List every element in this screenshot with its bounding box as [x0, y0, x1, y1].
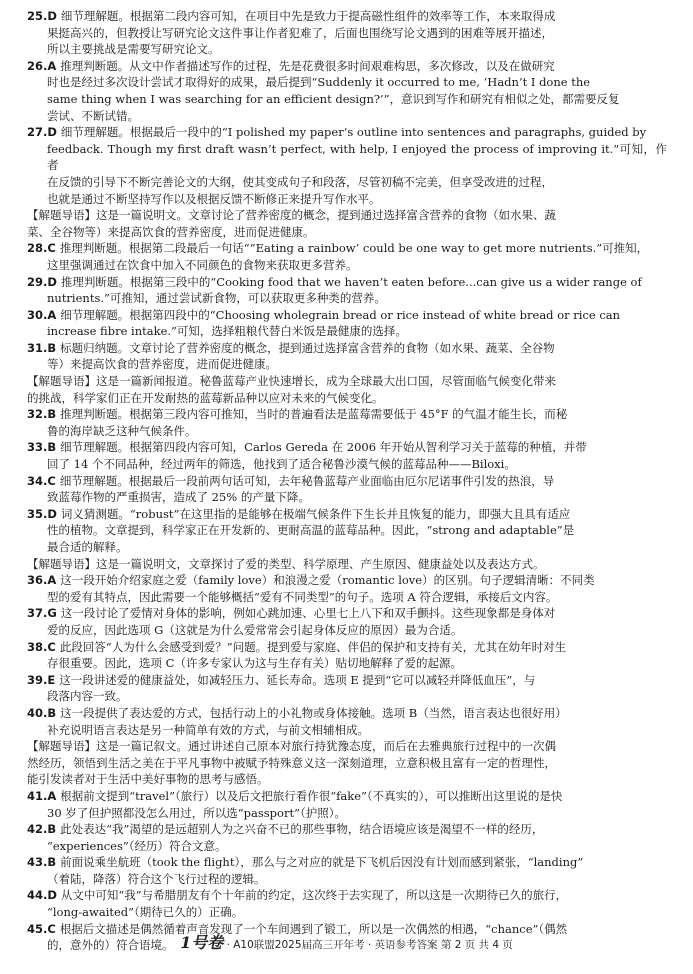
answer-explanation-line: 也就是通过不断坚持写作以及根据反馈不断修正来提升写作水平。	[47, 191, 381, 206]
answer-explanation-line: 所以主要挑战是需要写研究论文。	[47, 42, 220, 57]
answer-explanation-line: 段落内容一致。	[47, 689, 128, 704]
answer-explanation-line: 标题归纳题。文章讨论了营养密度的概念，提到通过选择富含营养的食物（如水果、蔬菜、全谷物	[60, 340, 555, 355]
passage-guide	[27, 556, 667, 573]
answer-item	[27, 406, 667, 439]
answer-explanation-line: 这一段开始介绍家庭之爱（family love）和浪漫之爱（romantic love）的区别。句子逻辑清晰：不同类	[60, 573, 595, 588]
answer-number: 30.A	[27, 307, 57, 322]
answer-explanation-line: 这一段讲述爱的健康益处，如减轻压力、延长寿命。选项 E 提到“它可以减轻并降低血压”，与	[59, 672, 536, 687]
answer-explanation-line: 根据前文提到“travel”（旅行）以及后文把旅行看作很“fake”（不真实的），可以推断出这里说的是快	[60, 788, 563, 803]
brand-logo: 1号卷	[180, 933, 224, 952]
answer-explanation-line: 存很重要。因此，选项 C（许多专家认为这与生存有关）贴切地解释了爱的起源。	[47, 656, 462, 671]
answer-number: 31.B	[27, 340, 57, 355]
answer-explanation-line: 细节理解题。根据最后一段前两句话可知，去年秘鲁蓝莓产业面临由厄尔尼诺事件引发的热浪，导	[59, 473, 555, 488]
answer-number: 25.D	[27, 9, 57, 23]
answer-item	[27, 506, 667, 556]
answer-explanation-line: 推理判断题。根据第三段中的“Cooking food that we haven’t eaten before...can give us a wider range of	[60, 274, 642, 289]
answer-explanation-line: “long-awaited”（期待已久的）正确。	[47, 905, 244, 920]
answer-number: 28.C	[27, 241, 56, 256]
answer-explanation-line: 30 岁了但护照都没怎么用过，所以选“passport”（护照）。	[47, 805, 346, 820]
answer-item	[27, 473, 667, 506]
answer-number: 36.A	[27, 573, 57, 588]
answer-number: 32.B	[27, 407, 57, 422]
answer-explanation-line: 此处表达“我”渴望的是远超别人为之兴奋不已的那些事物，结合语境应该是渴望不一样的经历，	[60, 822, 544, 837]
answer-item	[27, 58, 667, 124]
answer-explanation-line: 在反馈的引导下不断完善论文的大纲，使其变成句子和段落，尽管初稿不完美，但享受改进的过程，	[47, 174, 553, 189]
guide-line: 的挑战，科学家们正在开发耐热的蓝莓新品种以应对未来的气候变化。	[27, 390, 384, 405]
guide-line: 【解题导语】这是一篇说明文，文章探讨了爱的类型、科学原理、产生原因、健康益处以及表达方式。	[27, 556, 545, 571]
answer-explanation-line: 词义猜测题。“robust”在这里指的是能够在极端气候条件下生长并且恢复的能力，即强大且具有适应	[60, 506, 571, 521]
answer-explanation-line: 爱的反应，因此选项 G（这就是为什么爱常常会引起身体反应的原因）最为合适。	[47, 622, 463, 637]
answer-number: 37.G	[27, 606, 57, 621]
answer-explanation-line: 从文中可知“我”与希腊朋友有个十年前的约定，这次终于去实现了，所以这是一次期待已久的旅行，	[60, 888, 568, 903]
answer-explanation-line: 果挺高兴的，但教授让写研究论文这件事让作者犯难了，后面也围绕写论文遇到的困难等展开描述，	[47, 25, 553, 40]
answer-explanation-line: 细节理解题。根据第四段中的“Choosing wholegrain bread or rice instead of white bread or rice can	[60, 307, 621, 322]
answer-explanation-line: 的，意外的）符合语境。	[47, 938, 174, 953]
answer-explanation-line: “experiences”（经历）符合文意。	[47, 838, 227, 853]
answer-item	[27, 307, 667, 340]
answer-number: 27.D	[27, 125, 57, 140]
answer-item	[27, 854, 667, 887]
answer-number: 39.E	[27, 672, 56, 687]
answer-explanation-line: 致蓝莓作物的严重损害，造成了 25% 的产量下降。	[47, 490, 310, 505]
passage-guide	[27, 207, 667, 240]
passage-guide	[27, 373, 667, 406]
answer-explanation-line: 这里强调通过在饮食中加入不同颜色的食物来获取更多营养。	[47, 257, 358, 272]
page-footer	[0, 930, 693, 953]
guide-line: 能引发读者对于生活中美好事物的思考与感悟。	[27, 772, 269, 787]
answer-number: 29.D	[27, 274, 57, 289]
guide-line: 菜、全谷物等）来提高饮食的营养密度，进而促进健康。	[27, 224, 315, 239]
passage-guide	[27, 738, 667, 788]
answer-explanation-line: 根据后文描述是偶然循着声音发现了一个车间遇到了锻工，所以是一次偶然的相遇，“chance”（偶然	[59, 921, 568, 936]
answer-number: 26.A	[27, 58, 57, 73]
answer-item	[27, 274, 667, 307]
answer-explanation-line: 细节理解题。根据第四段内容可知，Carlos Gereda 在 2006 年开始从智利学习关于蓝莓的种植，并带	[60, 440, 587, 455]
guide-line: 【解题导语】这是一篇新闻报道。秘鲁蓝莓产业快速增长，成为全球最大出口国，尽管面临气候变化带来	[27, 374, 556, 389]
answer-explanation-line: 推理判断题。根据第三段内容可推知，当时的普遍看法是蓝莓需要低于 45°F 的气温才能生长，而秘	[60, 407, 568, 422]
answer-item	[27, 705, 667, 738]
answer-item	[27, 821, 667, 854]
answer-number: 35.D	[27, 506, 57, 521]
answer-item	[27, 639, 667, 672]
answer-item	[27, 240, 667, 273]
answer-number: 33.B	[27, 440, 57, 455]
answer-explanation-line: same thing when I was searching for an efficient design?’”，意识到写作和研究有相似之处，都需要反复	[47, 91, 620, 106]
answer-item	[27, 572, 667, 605]
answer-explanation-line: 前面说乘坐航班（took the flight），那么与之对应的就是下飞机后因没有计划而感到紧张，“landing”	[60, 855, 584, 870]
answer-content	[27, 8, 667, 954]
guide-line: 【解题导语】这是一篇说明文。文章讨论了营养密度的概念，提到通过选择富含营养的食物（如水果、蔬	[27, 208, 556, 223]
answer-explanation-line: 尝试、不断试错。	[47, 108, 139, 123]
answer-item	[27, 605, 667, 638]
answer-explanation-line: 这一段讨论了爱情对身体的影响，例如心跳加速、心里七上八下和双手颤抖。这些现象都是身体对	[60, 606, 556, 621]
answer-item	[27, 672, 667, 705]
answer-number: 42.B	[27, 822, 57, 837]
answer-explanation-line: 时也是经过多次设计尝试才取得好的成果，最后提到“Suddenly it occurred to me, ‘Hadn’t I done the	[47, 75, 591, 90]
answer-explanation-line: 最合适的解释。	[47, 540, 128, 554]
answer-explanation-line: （着陆，降落）符合这个飞行过程的逻辑。	[47, 871, 266, 886]
guide-line: 【解题导语】这是一篇记叙文。通过讲述自己原本对旅行持犹豫态度，而后在去雅典旅行过程中的一次偶	[27, 739, 556, 754]
answer-number: 40.B	[27, 705, 57, 720]
answer-explanation-line: 推理判断题。根据第二段最后一句话““Eating a rainbow’ could be one way to get more nutrients.”可推知，	[59, 241, 649, 256]
answer-item	[27, 124, 667, 207]
answer-item	[27, 8, 667, 58]
answer-number: 34.C	[27, 473, 56, 488]
answer-explanation-line: 这一段提供了表达爱的方式，包括行动上的小礼物或身体接触。选项 B（当然，语言表达也很好用）	[60, 705, 567, 720]
answer-explanation-line: 鲁的海岸缺乏这种气候条件。	[47, 423, 197, 438]
answer-explanation-line: 性的植物。文章提到，科学家正在开发新的、更耐高温的蓝莓品种。因此，“strong and adaptable”是	[47, 523, 575, 538]
answer-item	[27, 439, 667, 472]
footer-text: · A10联盟2025届高三开年考 · 英语参考答案 第 2 页 共 4 页	[226, 939, 513, 951]
guide-line: 然经历，领悟到生活之美在于平凡事物中被赋予特殊意义这一深刻道理，立意积极且富有一定的哲理性，	[27, 755, 556, 770]
answer-explanation-line: 等）来提高饮食的营养密度，进而促进健康。	[47, 357, 277, 372]
answer-number: 43.B	[27, 855, 57, 870]
answer-number: 41.A	[27, 788, 57, 803]
answer-item	[27, 340, 667, 373]
answer-explanation-line: 此段回答“人为什么会感受到爱？”问题。提到爱与家庭、伴侣的保护和支持有关，尤其在幼年时对生	[59, 639, 567, 654]
answer-explanation-line: nutrients.”可推知，通过尝试新食物，可以获取更多种类的营养。	[47, 291, 386, 306]
answer-explanation-line: 细节理解题。根据最后一段中的“I polished my paper’s outline into sentences and paragraphs, guided by	[60, 125, 647, 140]
answer-explanation-line: increase fibre intake.”可知，选择粗粮代替白米饭是最健康的选择。	[47, 324, 407, 339]
answer-item	[27, 788, 667, 821]
answer-explanation-line: 推理判断题。从文中作者描述写作的过程，先是花费很多时间艰难构思，多次修改，以及在做研究	[60, 58, 555, 73]
answer-explanation-line: 细节理解题。根据第二段内容可知，在项目中先是致力于提高磁性组件的效率等工作，本来取得成	[60, 9, 556, 23]
answer-explanation-line: 补充说明语言表达是另一种简单有效的方式，与前文相辅相成。	[47, 722, 369, 737]
answer-explanation-line: feedback. Though my first draft wasn’t perfect, with help, I enjoyed the process of improving it.”可知，作者	[47, 141, 667, 173]
answer-item	[27, 887, 667, 920]
answer-explanation-line: 回了 14 个不同品种，经过两年的筛选，他找到了适合秘鲁沙漠气候的蓝莓品种——Biloxi。	[47, 457, 516, 472]
answer-number: 44.D	[27, 888, 57, 903]
answer-explanation-line: 型的爱有其特点，因此需要一个能够概括“爱有不同类型”的句子。选项 A 符合逻辑，承接后文内容。	[47, 589, 558, 604]
answer-number: 38.C	[27, 639, 56, 654]
answer-number: 45.C	[27, 921, 56, 936]
